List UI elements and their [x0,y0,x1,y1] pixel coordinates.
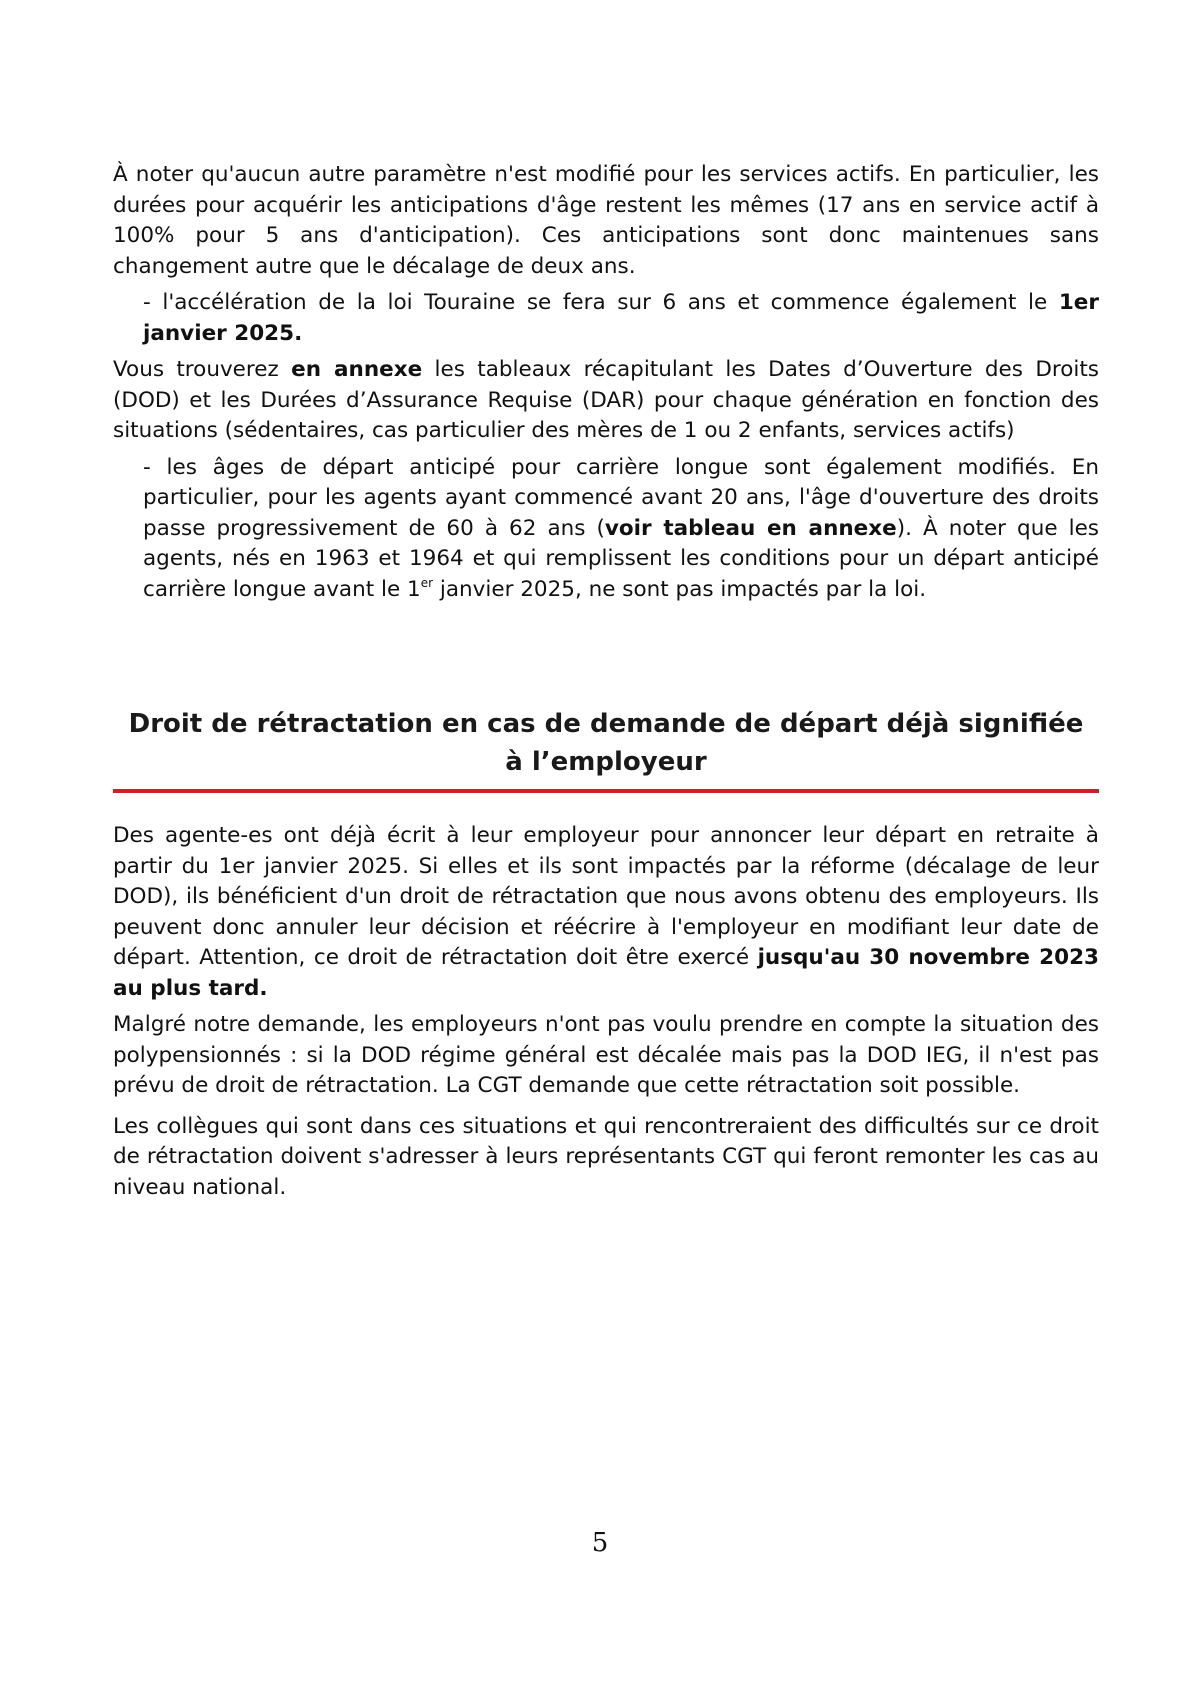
bold-punct: . [294,320,303,346]
paragraph-active-services [113,160,1099,282]
paragraph-text: Les collègues qui sont dans ces situations et qui rencontreraient des difficultés sur ce droit de rétractation doivent s'adresser à leurs représentants CGT qui feront remonter les cas au niveau national. [113,1113,1099,1200]
paragraph-retractation [113,821,1099,1004]
page-content [113,160,1099,1209]
paragraph-polypensionnes [113,1010,1099,1102]
paragraph-text: Malgré notre demande, les employeurs n'ont pas voulu prendre en compte la situation des polypensionnés : si la DOD régime général est décalée mais pas la DOD IEG, il n'est pas prévu de droit de rétractation. La CGT demande que cette rétractation soit possible. [113,1012,1099,1098]
paragraph-carriere-longue [143,453,1099,606]
superscript: er [420,575,434,590]
page-number: 5 [591,1528,609,1558]
paragraph-text: - les âges de départ anticipé pour carrière longue sont également modifiés. En particulier, pour les agents ayant commencé avant 20 ans, l'âge d'ouverture des droits passe progressivement de 60 à 62 ans ( [143,454,1099,541]
paragraph-annexe [113,355,1099,447]
paragraph-text: À noter qu'aucun autre paramètre n'est modifié pour les services actifs. En particulier, les durées pour acquérir les anticipations d'âge restent les mêmes (17 ans en service actif à 100% pour 5 ans d'anticipation). Ces anticipations sont donc maintenues sans changement autre que le décalage de deux ans. [113,162,1099,279]
paragraph-loi-touraine [143,288,1099,349]
paragraph-text: - l'accélération de la loi Touraine se fera sur 6 ans et commence également le [143,290,1059,315]
paragraph-text: janvier 2025, ne sont pas impactés par la loi. [433,576,927,602]
section-body [113,821,1099,1203]
bold-voir-tableau: voir tableau en annexe [604,515,897,541]
paragraph-text: les tableaux récapitulant les Dates d’Ouverture des Droits (DOD) et les Durées d’Assurance Requise (DAR) pour chaque génération en fonction des situations (sédentaires, cas particulier des mères de 1 ou 2 enfants, services actifs) [113,357,1100,443]
bold-annexe: en annexe [291,357,423,382]
paragraph-text: Des agente-es ont déjà écrit à leur employeur pour annoncer leur départ en retraite à partir du 1er janvier 2025. Si elles et ils sont impactés par la réforme (décalage de leur DOD), ils bénéficient d'un droit de rétractation que nous avons obtenu des employeurs. Ils peuvent donc annuler leur décision et réécrire à l'employeur en modifiant leur date de départ. Attention, ce droit de rétractation doit être exercé [113,823,1099,970]
bold-date: 1er janvier 2025 [143,290,1099,346]
bold-deadline: jusqu'au 30 novembre 2023 au plus tard. [113,945,1100,1001]
section-heading: Droit de rétractation en cas de demande de départ déjà signifiée à l’employeur [113,705,1099,793]
paragraph-text: ). À noter que les agents, nés en 1963 et 1964 et qui remplissent les conditions pour un départ anticipé carrière longue avant le 1 [143,515,1100,602]
paragraph-collegues [113,1112,1099,1204]
paragraph-text: Vous trouverez [113,357,292,382]
